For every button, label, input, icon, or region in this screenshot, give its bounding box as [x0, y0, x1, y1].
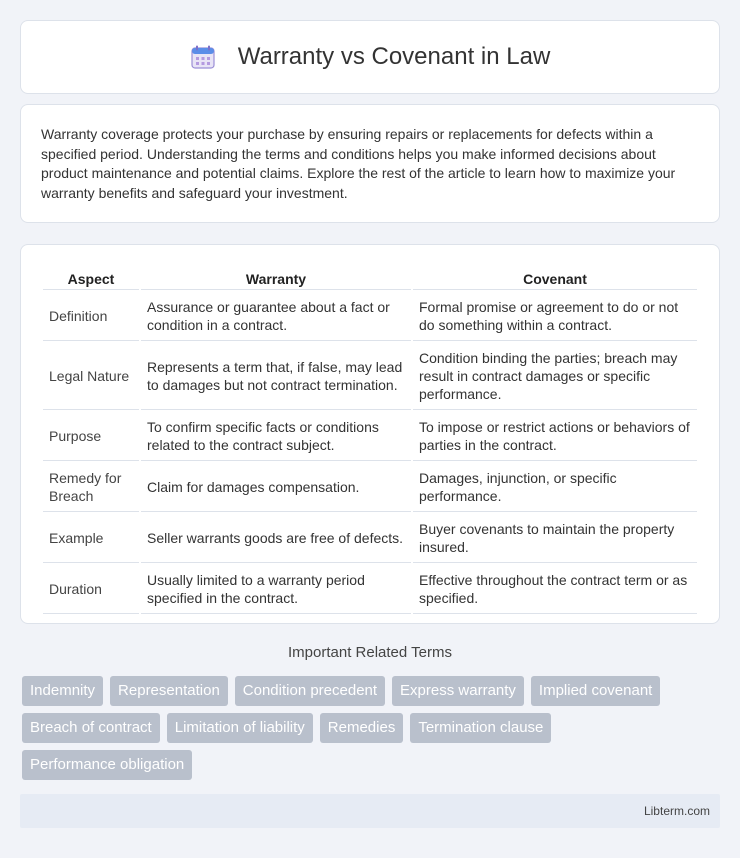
calendar-icon — [190, 44, 216, 70]
related-term-tag[interactable]: Condition precedent — [235, 676, 385, 706]
aspect-cell: Definition — [43, 292, 139, 341]
aspect-cell: Duration — [43, 565, 139, 614]
table-row — [43, 463, 697, 512]
aspect-cell: Purpose — [43, 412, 139, 461]
table-header-row — [43, 267, 697, 290]
related-term-tag[interactable]: Implied covenant — [531, 676, 660, 706]
table-row — [43, 343, 697, 410]
footer-site-link[interactable]: Libterm.com — [643, 804, 710, 818]
warranty-cell: Usually limited to a warranty period specified in the contract. — [141, 565, 411, 614]
intro-text: Warranty coverage protects your purchase by ensuring repairs or replacements for defects within a specified period. Understanding the terms and conditions helps you make informed decisions about product maintenance and potential claims. Explore the rest of the article to learn how to maximize your warranty benefits and safeguard your investment. — [41, 126, 676, 201]
related-term-tag[interactable]: Termination clause — [410, 713, 551, 743]
intro-card — [20, 104, 720, 223]
related-term-tag[interactable]: Breach of contract — [22, 713, 160, 743]
header-aspect: Aspect — [43, 267, 139, 290]
warranty-cell: Claim for damages compensation. — [141, 463, 411, 512]
table-row — [43, 565, 697, 614]
covenant-cell: Effective throughout the contract term or as specified. — [413, 565, 697, 614]
covenant-cell: Buyer covenants to maintain the property insured. — [413, 514, 697, 563]
footer — [20, 794, 720, 828]
covenant-cell: Damages, injunction, or specific performance. — [413, 463, 697, 512]
table-row — [43, 412, 697, 461]
related-term-tag[interactable]: Representation — [110, 676, 228, 706]
aspect-cell: Remedy for Breach — [43, 463, 139, 512]
comparison-table — [41, 265, 699, 616]
table-row — [43, 292, 697, 341]
aspect-cell: Legal Nature — [43, 343, 139, 410]
related-term-tag[interactable]: Performance obligation — [22, 750, 192, 780]
covenant-cell: Condition binding the parties; breach may result in contract damages or specific performance. — [413, 343, 697, 410]
warranty-cell: Represents a term that, if false, may lead to damages but not contract termination. — [141, 343, 411, 410]
related-terms-list — [22, 676, 722, 780]
comparison-table-card — [20, 244, 720, 624]
warranty-cell: Assurance or guarantee about a fact or condition in a contract. — [141, 292, 411, 341]
aspect-cell: Example — [43, 514, 139, 563]
header-warranty: Warranty — [141, 267, 411, 290]
header-card — [20, 20, 720, 94]
related-term-tag[interactable]: Remedies — [320, 713, 404, 743]
warranty-cell: Seller warrants goods are free of defects. — [141, 514, 411, 563]
page-title: Warranty vs Covenant in Law — [237, 43, 551, 70]
table-row — [43, 514, 697, 563]
covenant-cell: Formal promise or agreement to do or not do something within a contract. — [413, 292, 697, 341]
related-term-tag[interactable]: Express warranty — [392, 676, 524, 706]
header-covenant: Covenant — [413, 267, 697, 290]
related-term-tag[interactable]: Limitation of liability — [167, 713, 313, 743]
related-term-tag[interactable]: Indemnity — [22, 676, 103, 706]
related-terms-title: Important Related Terms — [288, 644, 452, 661]
covenant-cell: To impose or restrict actions or behaviors of parties in the contract. — [413, 412, 697, 461]
warranty-cell: To confirm specific facts or conditions related to the contract subject. — [141, 412, 411, 461]
